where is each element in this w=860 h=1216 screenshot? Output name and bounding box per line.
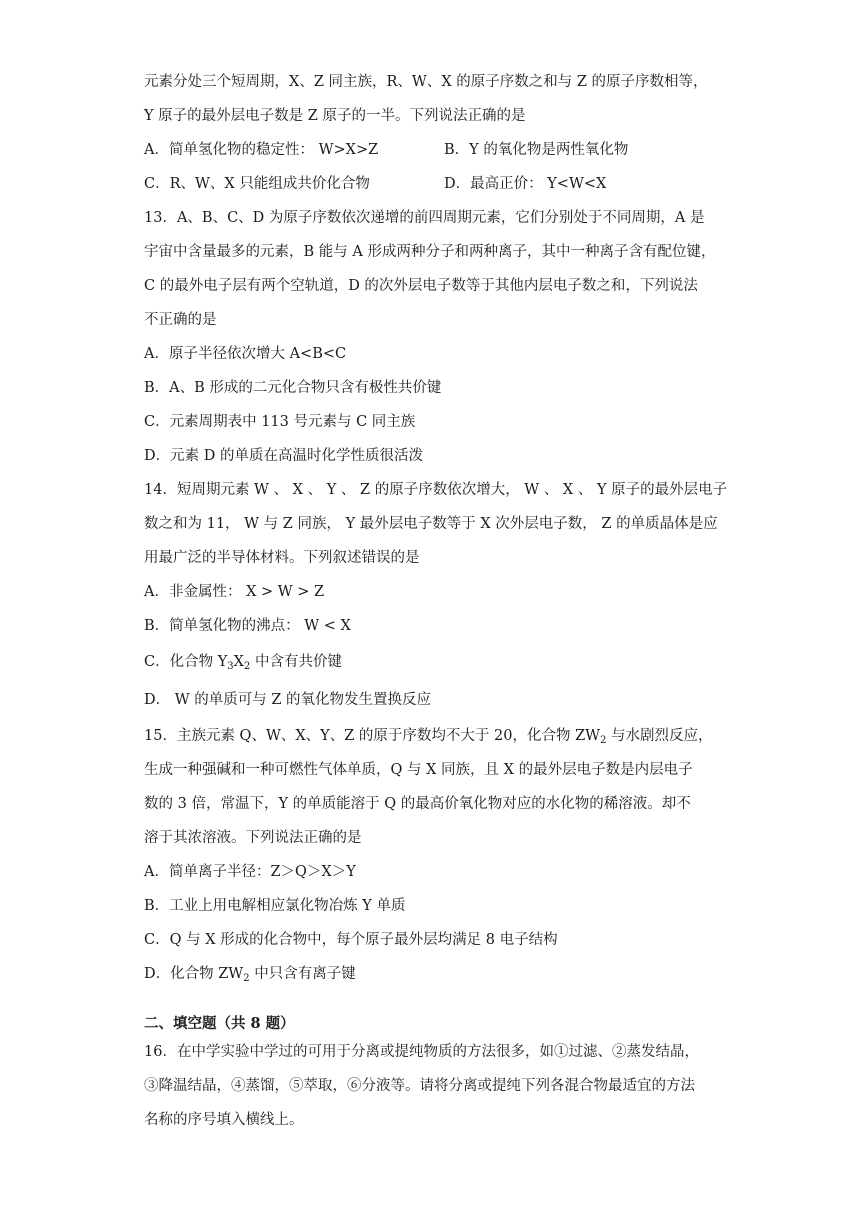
q12-option-d: D．最高正价： Y<W<X: [444, 176, 607, 192]
q15-option-a: A．简单离子半径：Z＞Q＞X＞Y: [144, 864, 356, 880]
q14-option-d: D． W 的单质可与 Z 的氧化物发生置换反应: [144, 692, 432, 708]
q12-option-c: C．R、W、X 只能组成共价化合物: [144, 176, 370, 192]
formula-x: X: [233, 654, 244, 670]
formula-sub-2: 2: [244, 661, 251, 672]
q14-option-b: B．简单氢化物的沸点： W < X: [144, 618, 351, 634]
q14-stem-line3: 用最广泛的半导体材料。下列叙述错误的是: [144, 550, 420, 566]
q13-option-d: D．元素 D 的单质在高温时化学性质很活泼: [144, 448, 423, 464]
q15-stem-line2: 生成一种强碱和一种可燃性气体单质，Q 与 X 同族，且 X 的最外层电子数是内层电子: [144, 762, 693, 778]
q15-option-d-sub: 2: [243, 973, 250, 984]
formula-y: Y: [217, 654, 228, 670]
q15-option-d-b: 中只含有离子键: [249, 966, 356, 982]
q12-option-b: B．Y 的氧化物是两性氧化物: [444, 142, 629, 158]
q15-stem-line1-a: 15．主族元素 Q、W、X、Y、Z 的原于序数均不大于 20，化合物 ZW: [144, 728, 601, 744]
q14-option-c: [144, 652, 342, 672]
formula-sub-3: 3: [227, 661, 234, 672]
q14-stem-line1: 14．短周期元素 W 、 X 、 Y 、 Z 的原子序数依次增大， W 、 X 、 Y 原子的最外层电子: [144, 482, 728, 498]
q15-option-d: [144, 964, 356, 984]
q13-stem-line3: C 的最外电子层有两个空轨道，D 的次外层电子数等于其他内层电子数之和，下列说法: [144, 278, 698, 294]
q12-stem-line1: 元素分处三个短周期，X、Z 同主族，R、W、X 的原子序数之和与 Z 的原子序数相等，: [144, 74, 708, 90]
q16-stem-line2: ③降温结晶，④蒸馏，⑤萃取，⑥分液等。请将分离或提纯下列各混合物最适宜的方法: [144, 1078, 695, 1094]
q15-stem-line1: [144, 726, 713, 746]
q15-option-b: B．工业上用电解相应氯化物冶炼 Y 单质: [144, 898, 406, 914]
q13-stem-line4: 不正确的是: [144, 312, 217, 328]
q13-option-a: A．原子半径依次增大 A<B<C: [144, 346, 347, 362]
q14-option-a: A．非金属性： X > W > Z: [144, 584, 325, 600]
q15-stem-line3: 数的 3 倍，常温下，Y 的单质能溶于 Q 的最高价氧化物对应的水化物的稀溶液。却不: [144, 796, 691, 812]
q14-option-c-suffix: 中含有共价键: [250, 654, 342, 670]
q12-stem-line2: Y 原子的最外层电子数是 Z 原子的一半。下列说法正确的是: [144, 108, 526, 124]
q15-option-d-a: D．化合物 ZW: [144, 966, 244, 982]
q14-option-c-prefix: C．化合物: [144, 654, 218, 670]
q14-stem-line2: 数之和为 11， W 与 Z 同族， Y 最外层电子数等于 X 次外层电子数， Z 的单质晶体是应: [144, 516, 718, 532]
section-heading: 二、填空题（共 8 题）: [144, 1015, 295, 1032]
q12-option-a: A．简单氢化物的稳定性： W>X>Z: [144, 142, 379, 158]
q15-stem-sub: 2: [600, 735, 607, 746]
q16-stem-line3: 名称的序号填入横线上。: [144, 1112, 304, 1128]
q13-option-b: B．A、B 形成的二元化合物只含有极性共价键: [144, 380, 442, 396]
q15-stem-line1-b: 与水剧烈反应，: [606, 728, 713, 744]
q13-stem-line2: 宇宙中含量最多的元素，B 能与 A 形成两种分子和两种离子，其中一种离子含有配位键，: [144, 244, 716, 260]
q13-stem-line1: 13．A、B、C、D 为原子序数依次递增的前四周期元素，它们分别处于不同周期，A 是: [144, 210, 705, 226]
q13-option-c: C．元素周期表中 113 号元素与 C 同主族: [144, 414, 416, 430]
q16-stem-line1: 16．在中学实验中学过的可用于分离或提纯物质的方法很多，如①过滤、②蒸发结晶，: [144, 1044, 699, 1060]
q15-option-c: C．Q 与 X 形成的化合物中，每个原子最外层均满足 8 电子结构: [144, 932, 558, 948]
q15-stem-line4: 溶于其浓溶液。下列说法正确的是: [144, 830, 362, 846]
